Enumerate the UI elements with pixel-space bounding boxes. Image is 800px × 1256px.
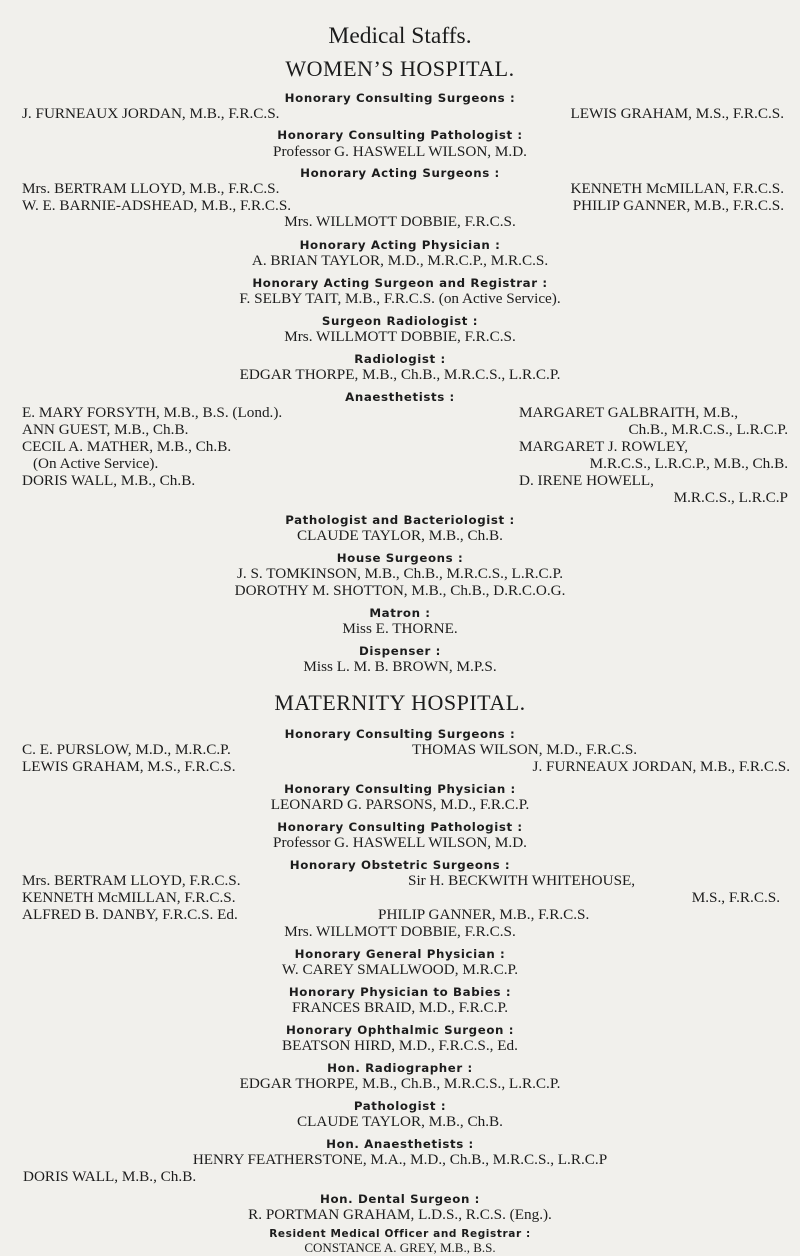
maternity-consulting-surgeon: J. FURNEAUX JORDAN, M.B., F.R.C.S. xyxy=(532,758,790,775)
womens-acting-surgeons-heading: Honorary Acting Surgeons : xyxy=(300,166,500,180)
womens-surgeon-radiologist: Mrs. WILLMOTT DOBBIE, F.R.C.S. xyxy=(284,328,516,345)
maternity-general-physician-heading: Honorary General Physician : xyxy=(294,947,506,961)
anaesthetist-right: MARGARET GALBRAITH, M.B., xyxy=(519,404,739,421)
womens-acting-surgeon: PHILIP GANNER, M.B., F.R.C.S. xyxy=(572,197,784,214)
womens-hospital-title: WOMEN’S HOSPITAL. xyxy=(285,56,515,81)
anaesthetist-left: ANN GUEST, M.B., Ch.B. xyxy=(22,421,189,438)
maternity-general-physician: W. CAREY SMALLWOOD, M.R.C.P. xyxy=(281,961,519,978)
maternity-anaesthetists-heading: Hon. Anaesthetists : xyxy=(326,1137,474,1151)
maternity-obstetric-surgeons-heading: Honorary Obstetric Surgeons : xyxy=(289,858,511,872)
obstetric-surgeon: ALFRED B. DANBY, F.R.C.S. Ed. xyxy=(22,906,238,923)
womens-consulting-surgeon: LEWIS GRAHAM, M.S., F.R.C.S. xyxy=(570,105,784,122)
maternity-pathologist: CLAUDE TAYLOR, M.B., Ch.B. xyxy=(297,1113,503,1130)
womens-consulting-pathologist: Professor G. HASWELL WILSON, M.D. xyxy=(273,143,527,160)
maternity-anaesthetist: DORIS WALL, M.B., Ch.B. xyxy=(23,1168,197,1185)
maternity-consulting-physician: LEONARD G. PARSONS, M.D., F.R.C.P. xyxy=(270,796,530,813)
womens-path-bact-heading: Pathologist and Bacteriologist : xyxy=(285,513,515,527)
maternity-physician-babies: FRANCES BRAID, M.D., F.R.C.P. xyxy=(291,999,509,1016)
anaesthetist-left: DORIS WALL, M.B., Ch.B. xyxy=(22,472,196,489)
womens-surgeon-radiologist-heading: Surgeon Radiologist : xyxy=(321,314,479,328)
anaesthetist-left: (On Active Service). xyxy=(33,455,159,472)
womens-matron-heading: Matron : xyxy=(369,606,431,620)
womens-consulting-pathologist-heading: Honorary Consulting Pathologist : xyxy=(277,128,523,142)
womens-dispenser-heading: Dispenser : xyxy=(359,644,441,658)
womens-house-surgeons-heading: House Surgeons : xyxy=(336,551,464,565)
anaesthetist-right: D. IRENE HOWELL, xyxy=(519,472,654,489)
womens-acting-surgeon: KENNETH McMILLAN, F.R.C.S. xyxy=(570,180,784,197)
anaesthetist-right: MARGARET J. ROWLEY, xyxy=(519,438,689,455)
womens-acting-physician: A. BRIAN TAYLOR, M.D., M.R.C.P., M.R.C.S. xyxy=(251,252,549,269)
womens-acting-physician-heading: Honorary Acting Physician : xyxy=(299,238,501,252)
anaesthetist-right: M.R.C.S., L.R.C.P., M.B., Ch.B. xyxy=(589,455,788,472)
maternity-ophthalmic-heading: Honorary Ophthalmic Surgeon : xyxy=(285,1023,515,1037)
maternity-consulting-pathologist: Professor G. HASWELL WILSON, M.D. xyxy=(273,834,527,851)
maternity-physician-babies-heading: Honorary Physician to Babies : xyxy=(288,985,512,999)
womens-anaesthetists-heading: Anaesthetists : xyxy=(345,390,455,404)
womens-radiologist-heading: Radiologist : xyxy=(354,352,446,366)
anaesthetist-right: Ch.B., M.R.C.S., L.R.C.P. xyxy=(628,421,788,438)
womens-house-surgeon: DOROTHY M. SHOTTON, M.B., Ch.B., D.R.C.O.G. xyxy=(234,582,566,599)
womens-consulting-surgeon: J. FURNEAUX JORDAN, M.B., F.R.C.S. xyxy=(22,105,280,122)
maternity-radiographer: EDGAR THORPE, M.B., Ch.B., M.R.C.S., L.R.C.P. xyxy=(239,1075,561,1092)
obstetric-surgeon: Sir H. BECKWITH WHITEHOUSE, xyxy=(408,872,636,889)
obstetric-surgeon: M.S., F.R.C.S. xyxy=(691,889,780,906)
womens-dispenser: Miss L. M. B. BROWN, M.P.S. xyxy=(303,658,497,675)
maternity-radiographer-heading: Hon. Radiographer : xyxy=(327,1061,473,1075)
obstetric-surgeon: PHILIP GANNER, M.B., F.R.C.S. xyxy=(378,906,590,923)
womens-acting-surgeon-registrar: F. SELBY TAIT, M.B., F.R.C.S. (on Active Service). xyxy=(239,290,561,307)
womens-consulting-surgeons-heading: Honorary Consulting Surgeons : xyxy=(284,91,516,105)
maternity-ophthalmic: BEATSON HIRD, M.D., F.R.C.S., Ed. xyxy=(282,1037,518,1054)
maternity-hospital-title: MATERNITY HOSPITAL. xyxy=(274,690,526,715)
womens-path-bact: CLAUDE TAYLOR, M.B., Ch.B. xyxy=(297,527,503,544)
maternity-consulting-surgeon: THOMAS WILSON, M.D., F.R.C.S. xyxy=(412,741,638,758)
maternity-consulting-surgeon: C. E. PURSLOW, M.D., M.R.C.P. xyxy=(22,741,231,758)
anaesthetist-left: CECIL A. MATHER, M.B., Ch.B. xyxy=(22,438,232,455)
womens-acting-surgeon: W. E. BARNIE-ADSHEAD, M.B., F.R.C.S. xyxy=(22,197,292,214)
womens-acting-surgeon: Mrs. BERTRAM LLOYD, M.B., F.R.C.S. xyxy=(22,180,280,197)
anaesthetist-left: E. MARY FORSYTH, M.B., B.S. (Lond.). xyxy=(22,404,283,421)
maternity-pathologist-heading: Pathologist : xyxy=(353,1099,447,1113)
obstetric-surgeon: KENNETH McMILLAN, F.R.C.S. xyxy=(22,889,236,906)
womens-house-surgeon: J. S. TOMKINSON, M.B., Ch.B., M.R.C.S., L.R.C.P. xyxy=(236,565,564,582)
obstetric-surgeon: Mrs. BERTRAM LLOYD, F.R.C.S. xyxy=(22,872,241,889)
maternity-consulting-pathologist-heading: Honorary Consulting Pathologist : xyxy=(277,820,523,834)
maternity-resident: CONSTANCE A. GREY, M.B., B.S. xyxy=(304,1240,496,1255)
maternity-consulting-physician-heading: Honorary Consulting Physician : xyxy=(284,782,516,796)
maternity-dental: R. PORTMAN GRAHAM, L.D.S., R.C.S. (Eng.). xyxy=(248,1206,552,1223)
womens-acting-surgeon: Mrs. WILLMOTT DOBBIE, F.R.C.S. xyxy=(284,213,516,230)
anaesthetist-right: M.R.C.S., L.R.C.P xyxy=(673,489,788,506)
womens-radiologist: EDGAR THORPE, M.B., Ch.B., M.R.C.S., L.R.C.P. xyxy=(239,366,561,383)
maternity-consulting-surgeons-heading: Honorary Consulting Surgeons : xyxy=(284,727,516,741)
maternity-resident-heading: Resident Medical Officer and Registrar : xyxy=(269,1228,531,1240)
maternity-anaesthetist: HENRY FEATHERSTONE, M.A., M.D., Ch.B., M.R.C.S., L.R.C.P xyxy=(192,1151,608,1168)
maternity-consulting-surgeon: LEWIS GRAHAM, M.S., F.R.C.S. xyxy=(22,758,236,775)
womens-matron: Miss E. THORNE. xyxy=(342,620,458,637)
womens-acting-surgeon-registrar-heading: Honorary Acting Surgeon and Registrar : xyxy=(252,276,548,290)
obstetric-surgeon: Mrs. WILLMOTT DOBBIE, F.R.C.S. xyxy=(284,923,516,940)
page-title: Medical Staffs. xyxy=(328,23,472,49)
maternity-dental-heading: Hon. Dental Surgeon : xyxy=(320,1192,480,1206)
